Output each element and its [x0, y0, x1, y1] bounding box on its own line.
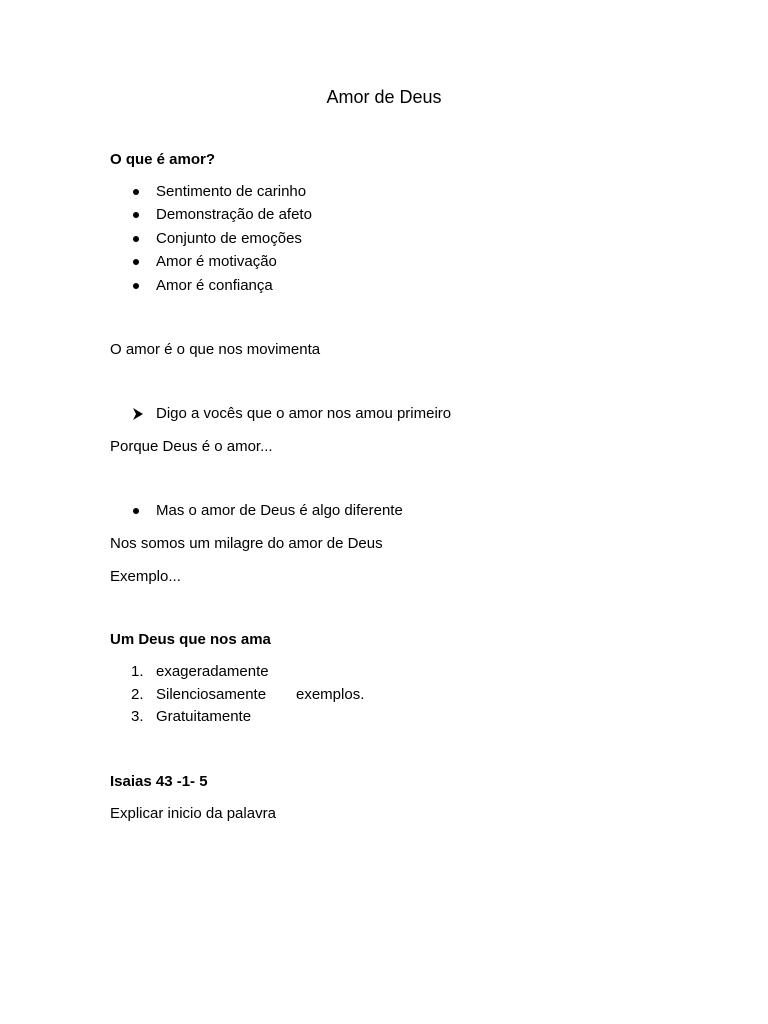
- list-number: 2.: [131, 686, 144, 703]
- bullet-icon: [133, 189, 139, 195]
- paragraph-closing: Explicar inicio da palavra: [110, 805, 276, 822]
- arrowhead-bullet-icon: [131, 404, 145, 429]
- bullet-icon: [133, 212, 139, 218]
- paragraph-example: Exemplo...: [110, 568, 181, 585]
- scripture-reference: Isaias 43 -1- 5: [110, 773, 208, 790]
- bullet-icon: [133, 283, 139, 289]
- list-number: 3.: [131, 708, 144, 725]
- bullet-icon: [133, 508, 139, 514]
- document-page: Amor de Deus O que é amor? Sentimento de carinho Demonstração de afeto Conjunto de emoções Amor é motivação Amor é confiança O amor é o que nos movimenta Digo a vocês que o amor nos amou primeiro Porque Deus é o amor... Mas o amor de Deus é algo diferente Nos somos um milagre do amor de Deus Exemplo... Um Deus que nos ama 1. exageradamente 2. Silenciosamente exemplos. 3. Gratuitamente Isaias 43 -1- 5 Explicar inicio da palavra: [0, 0, 768, 1024]
- list-number: 1.: [131, 663, 144, 680]
- section-heading-god-who-loves: Um Deus que nos ama: [110, 631, 271, 648]
- document-title: Amor de Deus: [326, 87, 442, 107]
- paragraph-love-moves-us: O amor é o que nos movimenta: [110, 341, 321, 358]
- bullet-icon: [133, 259, 139, 265]
- paragraph-god-is-love: Porque Deus é o amor...: [110, 438, 273, 455]
- section-heading-what-is-love: O que é amor?: [110, 151, 216, 168]
- bullet-icon: [133, 236, 139, 242]
- paragraph-miracle: Nos somos um milagre do amor de Deus: [110, 535, 383, 552]
- list-item-extra: exemplos.: [296, 686, 365, 703]
